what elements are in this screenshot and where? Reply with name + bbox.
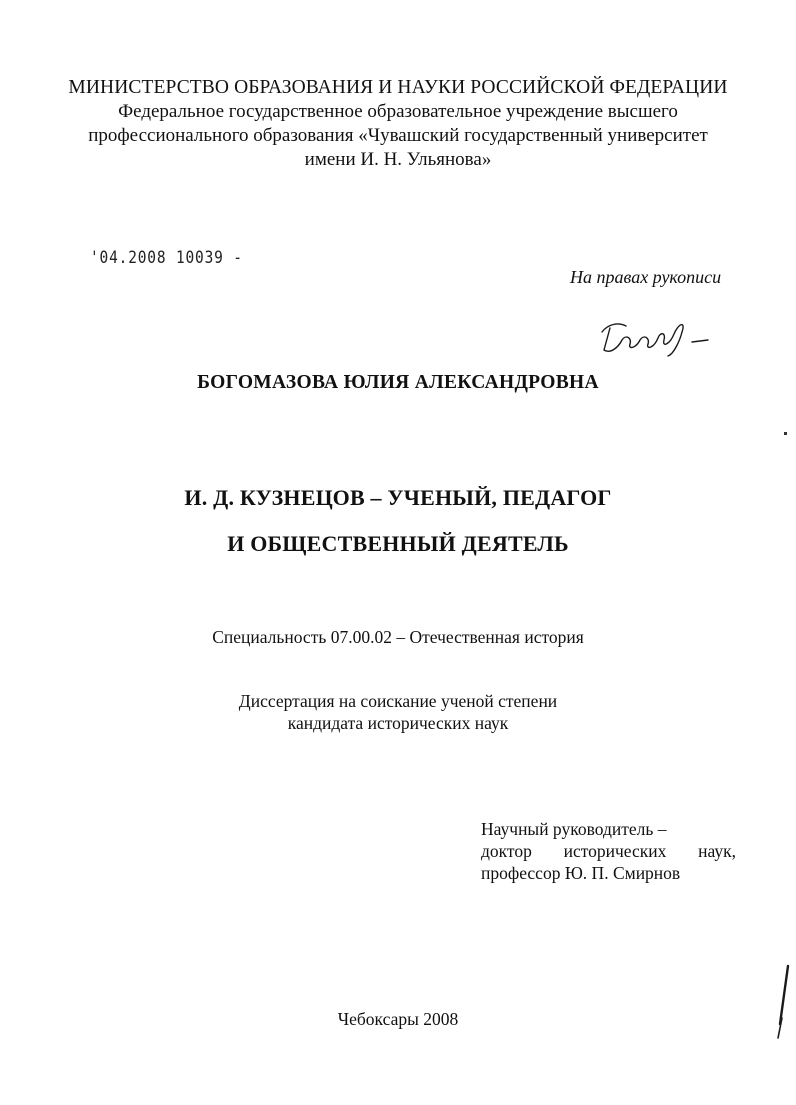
specialty: Специальность 07.00.02 – Отечественная история <box>212 627 584 647</box>
supervisor-word-2: исторических <box>563 841 667 861</box>
degree-line-1: Диссертация на соискание ученой степени <box>238 691 558 711</box>
supervisor-word-1: доктор <box>481 841 532 861</box>
scan-mark <box>784 432 787 435</box>
supervisor-line-1: Научный руководитель – <box>481 819 667 839</box>
institution-line-2: профессионального образования «Чувашский государственный университет <box>88 125 708 146</box>
supervisor-line-3: профессор Ю. П. Смирнов <box>481 863 681 883</box>
title-line-1: И. Д. КУЗНЕЦОВ – УЧЕНЫЙ, ПЕДАГОГ <box>184 485 612 510</box>
dissertation-title <box>0 475 796 567</box>
degree-line-2: кандидата исторических наук <box>287 713 509 733</box>
archive-code: '04.2008 10039 - <box>90 248 243 268</box>
degree-statement <box>0 690 796 734</box>
supervisor-word-3: наук, <box>698 841 736 861</box>
institution-line-3: имени И. Н. Ульянова» <box>304 149 492 170</box>
supervisor-line-2 <box>481 840 736 862</box>
institution-line-1: Федеральное государственное образовательное учреждение высшего <box>118 101 678 122</box>
institution-header <box>0 76 796 172</box>
rights-note: На правах рукописи <box>570 267 722 287</box>
city-year: Чебоксары 2008 <box>337 1009 459 1029</box>
edge-mark <box>770 962 794 1042</box>
signature-image <box>596 310 716 360</box>
ministry-line: МИНИСТЕРСТВО ОБРАЗОВАНИЯ И НАУКИ РОССИЙСКОЙ ФЕДЕРАЦИИ <box>68 77 728 98</box>
title-line-2: И ОБЩЕСТВЕННЫЙ ДЕЯТЕЛЬ <box>227 531 569 556</box>
author-name: БОГОМАЗОВА ЮЛИЯ АЛЕКСАНДРОВНА <box>197 372 599 393</box>
supervisor-block <box>481 818 736 884</box>
